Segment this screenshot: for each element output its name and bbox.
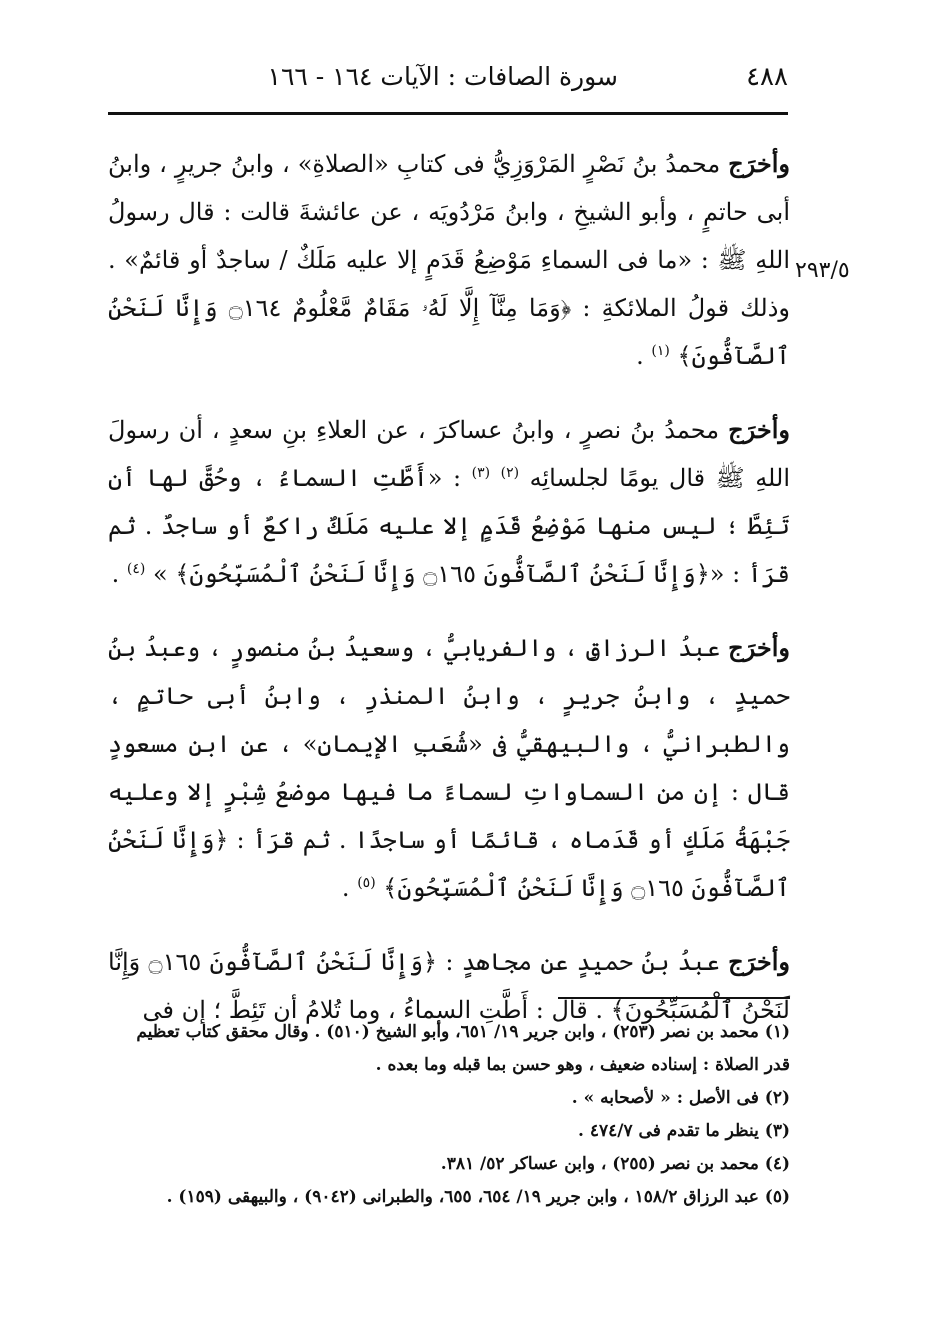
footnote-3: (٣) ينظر ما تقدم فى ٤٧٤/٧ . xyxy=(578,1121,790,1141)
footnote-1: (١) محمد بن نصر (٢٥٣) ، وابن جرير ١٩/ ٦٥١، وأبو الشيخ (٥١٠) . وقال محقق كتاب تعظيم قدر الصلاة : إسناده ضعيف ، وهو حسن بما قبله وما بعده . xyxy=(136,1022,790,1075)
paragraph-3 xyxy=(108,624,790,912)
footnote-5: (٥) عبد الرزاق ١٥٨/٢ ، وابن جرير ١٩/ ٦٥٤، ٦٥٥، والطبرانى (٩٠٤٢) ، والبيهقى (١٥٩) . xyxy=(166,1187,790,1207)
paragraph-lead: وأخرَج xyxy=(728,947,790,976)
paragraph-text: عبدُ بنُ حميدٍ عن مجاهدٍ : ﴿وَإِنَّا لَنَحْنُ ٱلصَّآفُّونَ ۝١٦٥ وَإِنَّا لَنَحْنُ ٱلْمُسَبِّحُونَ﴾ . قال : أَطَّتِ السماءُ ، وما تُلامُ أن تَئِطَّ ؛ إن فى xyxy=(108,948,790,1024)
footnote-marker-3: (٣) xyxy=(471,465,491,481)
footnote-marker: (١) xyxy=(651,343,670,359)
page-number: ٤٨٨ xyxy=(746,62,788,92)
paragraph-lead: وأخرَج xyxy=(728,415,790,444)
footnote-4: (٤) محمد بن نصر (٢٥٥) ، وابن عساكر ٥٢/ ٣٨١. xyxy=(440,1154,790,1174)
footnotes xyxy=(108,1016,790,1214)
paragraph-text: محمدُ بنُ نصرٍ ، وابنُ عساكرَ ، عن العلاءِ بنِ سعدٍ ، أن رسولَ اللهِ ﷺ قال يومًا لجلسائِه xyxy=(108,416,790,492)
header-divider xyxy=(108,112,788,115)
footnote-marker-4: (٤) xyxy=(126,561,146,577)
paragraph-tail-2: . xyxy=(111,560,120,588)
running-title: سورة الصافات : الآيات ١٦٤ - ١٦٦ xyxy=(267,62,618,91)
paragraph-lead: وأخرَج xyxy=(728,149,790,178)
footnote-marker: (٥) xyxy=(357,875,376,891)
footnote-2: (٢) فى الأصل : « لأصحابه » . xyxy=(571,1088,790,1108)
main-text xyxy=(108,140,790,1034)
margin-reference: ٢٩٣/٥ xyxy=(795,258,850,283)
paragraph-text: عبدُ الرزاقِ ، والفريابيُّ ، وسعيدُ بنُ منصورٍ ، وعبدُ بنُ حميدٍ ، وابنُ جريرٍ ، وابنُ المنذرِ ، وابنُ أبى حاتمٍ ، والطبرانيُّ ، والبيهقيُّ فى «شُعَبِ الإيمانِ» ، عن ابنِ مسعودٍ قال : إن من السماواتِ لسماءً ما فيها موضعُ شِبْرٍ إلا وعليه جَبْهَةُ مَلَكٍ أو قَدَماه ، قائمًا أو ساجدًا . ثم قرَأ : ﴿وَإِنَّا لَنَحْنُ ٱلصَّآفُّونَ ۝١٦٥ وَإِنَّا لَنَحْنُ ٱلْمُسَبِّحُونَ﴾ xyxy=(108,634,790,902)
footnote-marker: (٢) xyxy=(500,465,520,481)
page-header xyxy=(108,62,788,102)
paragraph-tail: . xyxy=(341,874,350,902)
footnote-divider xyxy=(558,997,790,999)
paragraph-text: محمدُ بنُ نَصْرٍ المَرْوَزِيُّ فى كتابِ «الصلاةِ» ، وابنُ جريرٍ ، وابنُ أبى حاتمٍ ، وأبو الشيخِ ، وابنُ مَرْدُويَه ، عن عائشةَ قالت : قال رسولُ اللهِ ﷺ : «ما فى السماءِ مَوْضِعُ قَدَمٍ إلا عليه مَلَكٌ / ساجدٌ أو قائمٌ» . وذلك قولُ الملائكةِ : ﴿وَمَا مِنَّآ إِلَّا لَهُۥ مَقَامٌ مَّعْلُومٌ ۝١٦٤ وَإِنَّا لَنَحْنُ ٱلصَّآفُّونَ﴾ xyxy=(108,150,790,370)
paragraph-tail: : «أَطَّتِ السماءُ ، وحُقَّ لها أن تَئِطَّ ؛ ليس منها مَوْضِعُ قَدَمٍ إلا عليه مَلَكٌ راكعٌ أو ساجدٌ . ثم قرَأ : «﴿وَإِنَّا لَنَحْنُ ٱلصَّآفُّونَ ۝١٦٥ وَإِنَّا لَنَحْنُ ٱلْمُسَبِّحُونَ﴾ » xyxy=(108,464,790,588)
paragraph-lead: وأخرَج xyxy=(728,633,790,662)
paragraph-2 xyxy=(108,406,790,598)
paragraph-tail: . xyxy=(636,342,644,370)
paragraph-1 xyxy=(108,140,790,380)
